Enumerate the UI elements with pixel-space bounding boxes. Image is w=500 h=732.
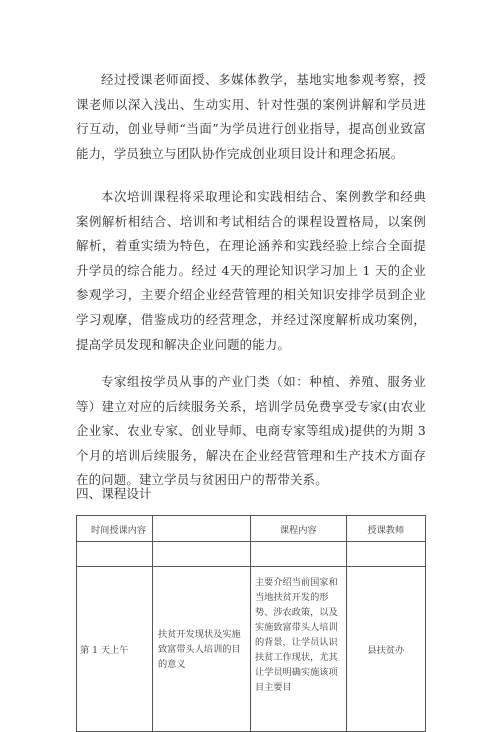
header-teacher: 授课教师 xyxy=(346,516,425,542)
table-header-row xyxy=(77,516,426,542)
paragraph-3: 专家组按学员从事的产业门类（如：种植、养殖、服务业等）建立对应的后续服务关系，培训学员免费享受专家(由农业企业家、农业专家、创业导师、电商专家等组成)提供的为期 3 个月的培训后续服务，解决在企业经营管理和生产技术方面存在的问题。建立学员与贫困田户的帮带关系。 xyxy=(76,374,426,488)
paragraph-1: 经过授课老师面授、多媒体教学，基地实地参观考察，授课老师以深入浅出、生动实用、针对性强的案例讲解和学员进行互动，创业导师“当面”为学员进行创业指导，提高创业致富能力，学员独立与团队协作完成创业项目设计和理念拓展。 xyxy=(76,72,426,161)
table-spacer-row xyxy=(77,542,426,567)
cell-content: 主要介绍当前国家和当地扶贫开发的形势、涉农政策，以及实施致富带头人培训的背景，让学员认识扶贫工作现状，尤其让学员明确实施该项目主要目 xyxy=(250,567,346,732)
section-heading: 四、课程设计 xyxy=(76,486,152,501)
paragraph-2: 本次培训课程将采取理论和实践相结合、案例教学和经典案例解析相结合、培训和考试相结合的课程设置格局，以案例解析，着重实绩为特色，在理论涵养和实践经验上综合全面提升学员的综合能力。经过 4天的理论知识学习加上 1 天的企业参观学习，主要介绍企业经营管理的相关知识安排学员到企业学习观摩，借鉴成功的经营理念，并经过深度解析成功案例，提高学员发现和解决企业问题的能力。 xyxy=(76,189,426,352)
cell-teacher: 县扶贫办 xyxy=(346,567,425,732)
header-course-content: 课程内容 xyxy=(250,516,346,542)
cell-topic: 扶贫开发现状及实施致富带头人培训的目的意义 xyxy=(153,567,251,732)
cell-time: 第 1 天上午 xyxy=(77,567,153,732)
header-blank xyxy=(153,516,251,542)
course-table xyxy=(76,515,426,732)
header-time-topic: 时间授课内容 xyxy=(77,516,153,542)
